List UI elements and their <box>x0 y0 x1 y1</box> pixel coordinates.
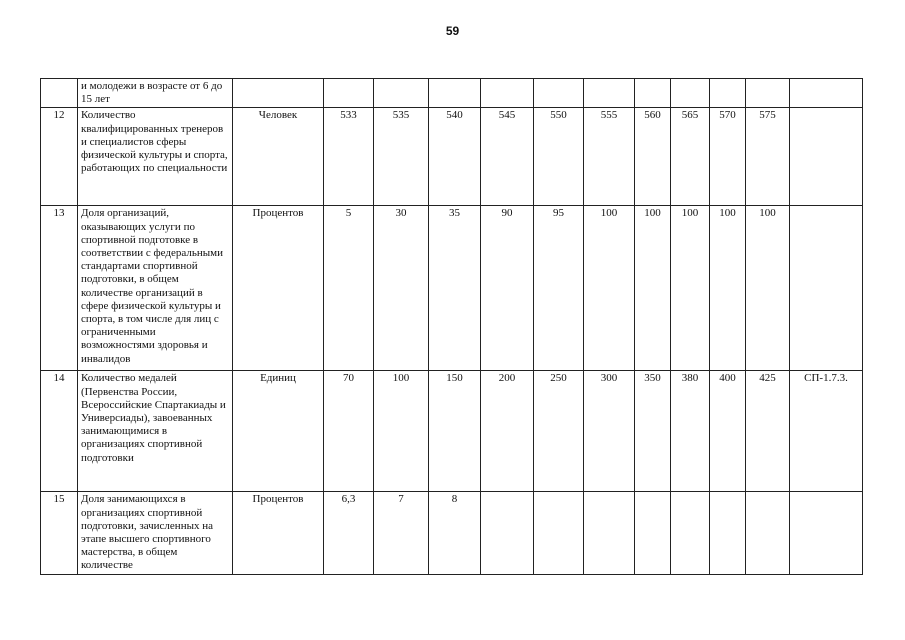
value-cell: 560 <box>635 108 671 206</box>
value-cell: 35 <box>429 206 481 371</box>
value-cell: 545 <box>481 108 534 206</box>
unit-cell <box>233 79 324 108</box>
note-cell <box>790 492 863 574</box>
value-cell: 100 <box>746 206 790 371</box>
row-number-cell: 15 <box>41 492 78 574</box>
table-row <box>41 79 863 108</box>
value-cell <box>374 79 429 108</box>
value-cell: 565 <box>671 108 710 206</box>
table-row <box>41 371 863 492</box>
indicator-name-cell: Доля занимающихся в организациях спортивной подготовки, зачисленных на этапе высшего спортивного мастерства, в общем количестве <box>78 492 233 574</box>
value-cell: 540 <box>429 108 481 206</box>
row-number-cell: 13 <box>41 206 78 371</box>
value-cell: 70 <box>324 371 374 492</box>
note-cell <box>790 108 863 206</box>
value-cell: 555 <box>584 108 635 206</box>
value-cell: 550 <box>534 108 584 206</box>
row-number-cell: 14 <box>41 371 78 492</box>
value-cell <box>534 79 584 108</box>
value-cell: 533 <box>324 108 374 206</box>
value-cell: 8 <box>429 492 481 574</box>
value-cell: 6,3 <box>324 492 374 574</box>
indicator-name-cell: и молодежи в возрасте от 6 до 15 лет <box>78 79 233 108</box>
value-cell: 5 <box>324 206 374 371</box>
value-cell: 95 <box>534 206 584 371</box>
value-cell <box>746 492 790 574</box>
value-cell: 100 <box>710 206 746 371</box>
value-cell: 100 <box>635 206 671 371</box>
value-cell: 150 <box>429 371 481 492</box>
table-row <box>41 108 863 206</box>
value-cell <box>429 79 481 108</box>
value-cell: 570 <box>710 108 746 206</box>
unit-cell: Процентов <box>233 206 324 371</box>
value-cell <box>481 79 534 108</box>
value-cell <box>710 492 746 574</box>
value-cell: 100 <box>374 371 429 492</box>
table-row <box>41 206 863 371</box>
value-cell <box>746 79 790 108</box>
row-number-cell <box>41 79 78 108</box>
value-cell: 380 <box>671 371 710 492</box>
indicator-name-cell: Количество квалифицированных тренеров и специалистов сферы физической культуры и спорта, работающих по специальности <box>78 108 233 206</box>
value-cell: 7 <box>374 492 429 574</box>
note-cell: СП-1.7.3. <box>790 371 863 492</box>
table-row <box>41 492 863 574</box>
value-cell: 400 <box>710 371 746 492</box>
value-cell <box>534 492 584 574</box>
value-cell <box>481 492 534 574</box>
value-cell <box>584 79 635 108</box>
value-cell <box>635 79 671 108</box>
value-cell: 200 <box>481 371 534 492</box>
value-cell: 425 <box>746 371 790 492</box>
value-cell <box>671 492 710 574</box>
indicator-name-cell: Количество медалей (Первенства России, Всероссийские Спартакиады и Универсиады), завоеванных занимающимися в организациях спортивной подготовки <box>78 371 233 492</box>
indicators-table <box>40 78 863 575</box>
value-cell: 100 <box>584 206 635 371</box>
value-cell: 350 <box>635 371 671 492</box>
value-cell: 535 <box>374 108 429 206</box>
unit-cell: Процентов <box>233 492 324 574</box>
value-cell <box>324 79 374 108</box>
value-cell <box>635 492 671 574</box>
row-number-cell: 12 <box>41 108 78 206</box>
value-cell: 250 <box>534 371 584 492</box>
value-cell: 90 <box>481 206 534 371</box>
value-cell: 575 <box>746 108 790 206</box>
unit-cell: Человек <box>233 108 324 206</box>
value-cell: 100 <box>671 206 710 371</box>
indicator-name-cell: Доля организаций, оказывающих услуги по спортивной подготовке в соответствии с федеральными стандартами спортивной подготовки, в общем количестве организаций в сфере физической культуры и спорта, в том числе для лиц с ограниченными возможностями здоровья и инвалидов <box>78 206 233 371</box>
unit-cell: Единиц <box>233 371 324 492</box>
note-cell <box>790 79 863 108</box>
value-cell: 30 <box>374 206 429 371</box>
value-cell <box>710 79 746 108</box>
value-cell <box>584 492 635 574</box>
page-number: 59 <box>445 24 460 38</box>
value-cell <box>671 79 710 108</box>
value-cell: 300 <box>584 371 635 492</box>
note-cell <box>790 206 863 371</box>
